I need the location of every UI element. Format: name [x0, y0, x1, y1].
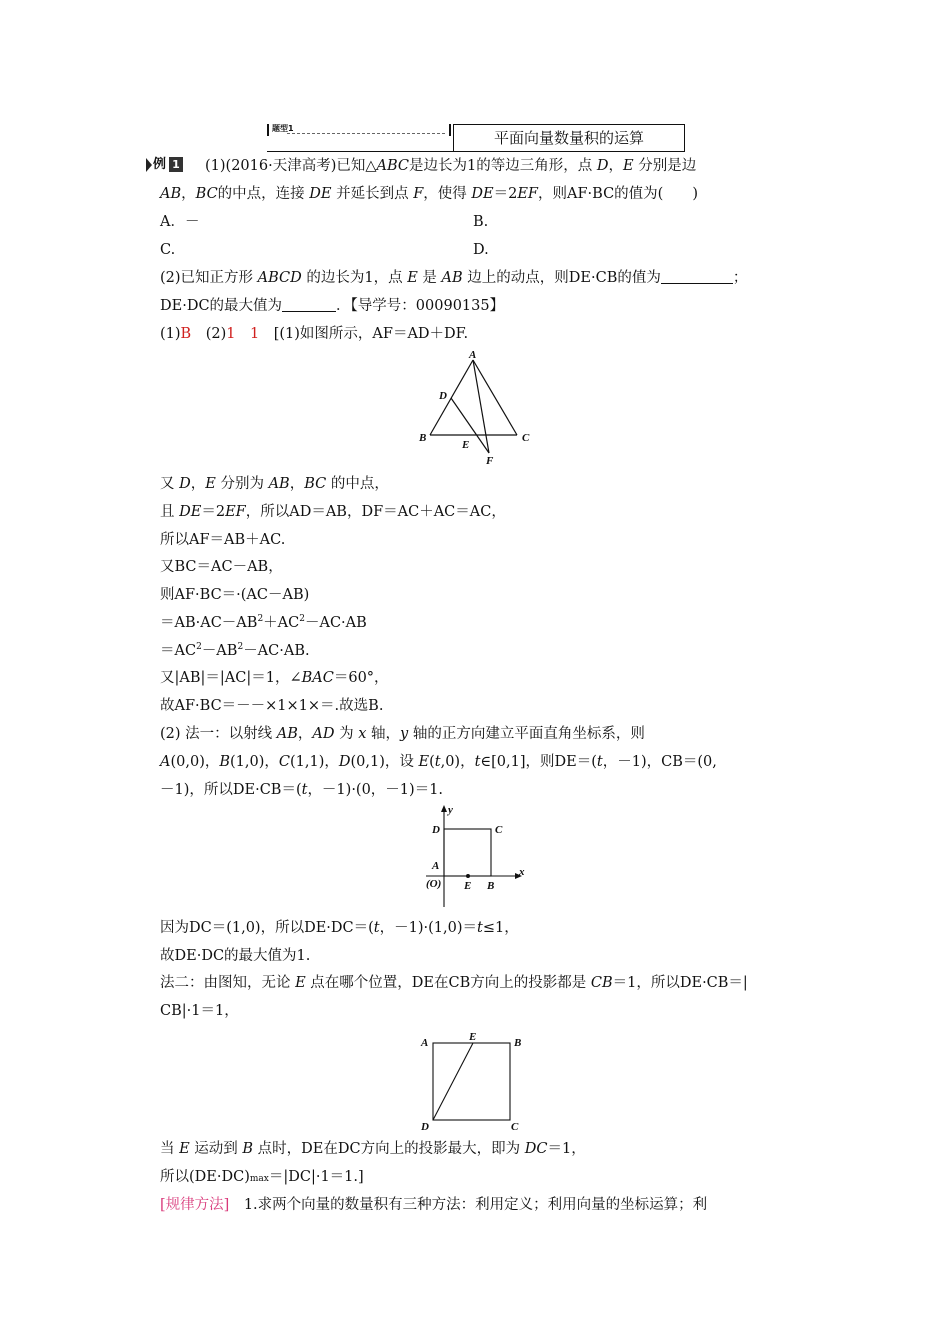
fig2-label-c: C [495, 824, 503, 836]
fig2-label-b: B [487, 880, 495, 892]
sol1-line-8: 又|AB|＝|AC|＝1，∠BAC＝60°， [160, 670, 389, 686]
sol1-line-3: 所以AF＝AB＋AC. [160, 532, 286, 548]
fig1-label-f: F [486, 455, 494, 467]
answer-value-2: 1 [249, 326, 260, 342]
option-b: B. [473, 214, 489, 230]
triangle-figure [415, 348, 540, 468]
rule-tag: [规律方法] [160, 1197, 230, 1213]
fig1-label-c: C [522, 432, 530, 444]
sol3-line-3: 法二：由图知，无论 E 点在哪个位置，DE在CB方向上的投影都是 CB＝1，所以DE·CB＝| [160, 975, 748, 991]
square-figure [417, 1026, 542, 1136]
fig2-label-x: x [519, 866, 525, 878]
sol3-line-4: CB|·1＝1， [160, 1003, 239, 1019]
rule-line: [规律方法] 1.求两个向量的数量积有三种方法：利用定义；利用向量的坐标运算；利 [160, 1197, 708, 1213]
option-d: D. [473, 242, 489, 258]
sol1-line-2: 且 DE＝2EF，所以AD＝AB，DF＝AC＋AC＝AC， [160, 504, 506, 520]
topic-divider [287, 133, 445, 134]
fig3-label-a: A [421, 1037, 429, 1049]
sol2-line-2: A(0,0)，B(1,0)，C(1,1)，D(0,1)，设 E(t,0)，t∈[0,1]，则DE＝(t，－1)，CB＝(0, [160, 754, 717, 770]
sol1-line-9: 故AF·BC＝－－×1×1×＝.故选B. [160, 698, 384, 714]
sol3-line-1: 因为DC＝(1,0)，所以DE·DC＝(t，－1)·(1,0)＝t≤1， [160, 920, 519, 936]
fig3-label-e: E [469, 1031, 477, 1043]
fig3-label-c: C [511, 1121, 519, 1133]
q1-line-2: AB，BC的中点，连接 DE 并延长到点 F，使得 DE＝2EF，则AF·BC的值为( ) [160, 186, 698, 202]
option-c: C. [160, 242, 176, 258]
sol2-line-3: －1)，所以DE·CB＝(t，－1)·(0，－1)＝1. [160, 782, 444, 798]
coordinate-figure [418, 803, 538, 913]
sol1-line-6: $=AB\cdot AC-AB^2+AC^2-AC\cdot AB$ [160, 614, 367, 631]
fig1-label-b: B [419, 432, 427, 444]
sol1-line-5: 则AF·BC＝·(AC－AB) [160, 587, 310, 603]
q2-line-1: (2)已知正方形 ABCD 的边长为1，点 E 是 AB 边上的动点，则DE·CB的值为 ； [160, 270, 748, 286]
fig2-label-a: A [432, 860, 440, 872]
fig2-label-d: D [432, 824, 440, 836]
fig3-label-d: D [421, 1121, 429, 1133]
topic-underline [267, 151, 453, 152]
sol1-line-7: $=AC^2-AB^2-AC\cdot AB$. [160, 642, 310, 659]
fig2-label-e: E [464, 880, 472, 892]
sol1-line-1: 又 D，E 分别为 AB，BC 的中点， [160, 476, 389, 492]
example-number: 1 [169, 157, 183, 172]
sol4-line-2: 所以(DE·DC)max＝|DC|·1＝1.] [160, 1169, 364, 1185]
answer-blank-1 [661, 269, 733, 284]
fig1-label-e: E [462, 439, 470, 451]
sol3-line-2: 故DE·DC的最大值为1. [160, 948, 311, 964]
sol4-line-1: 当 E 运动到 B 点时，DE在DC方向上的投影最大，即为 DC＝1， [160, 1141, 586, 1157]
answer-value-1: 1 [226, 326, 236, 342]
answer-blank-2 [282, 297, 336, 312]
topic-tag: 题型1 [267, 124, 451, 136]
sol1-line-4: 又BC＝AC－AB， [160, 559, 283, 575]
example-word: 例 [153, 157, 167, 172]
sol2-line-1: (2) 法一：以射线 AB，AD 为 x 轴，y 轴的正方向建立平面直角坐标系，则 [160, 726, 645, 742]
q2-line-2: DE·DC的最大值为 ．【导学号：00090135】 [160, 298, 505, 314]
fig1-label-d: D [439, 390, 447, 402]
option-a: A．－ [160, 214, 200, 230]
topic-title: 平面向量数量积的运算 [453, 124, 685, 152]
example-label [146, 157, 184, 172]
fig3-label-b: B [514, 1037, 522, 1049]
fig2-label-y: y [448, 804, 453, 816]
topic-header [267, 124, 685, 152]
answer-choice: B [180, 326, 192, 342]
triangle-marker-icon [146, 158, 152, 172]
fig1-label-a: A [469, 349, 477, 361]
answer-line: (1)B (2)1 1 [(1)如图所示，AF＝AD＋DF. [160, 326, 469, 342]
q1-line-1: (1)(2016·天津高考)已知△ABC是边长为1的等边三角形，点 D，E 分别是边 [205, 158, 697, 174]
fig2-label-o: (O) [426, 878, 442, 890]
